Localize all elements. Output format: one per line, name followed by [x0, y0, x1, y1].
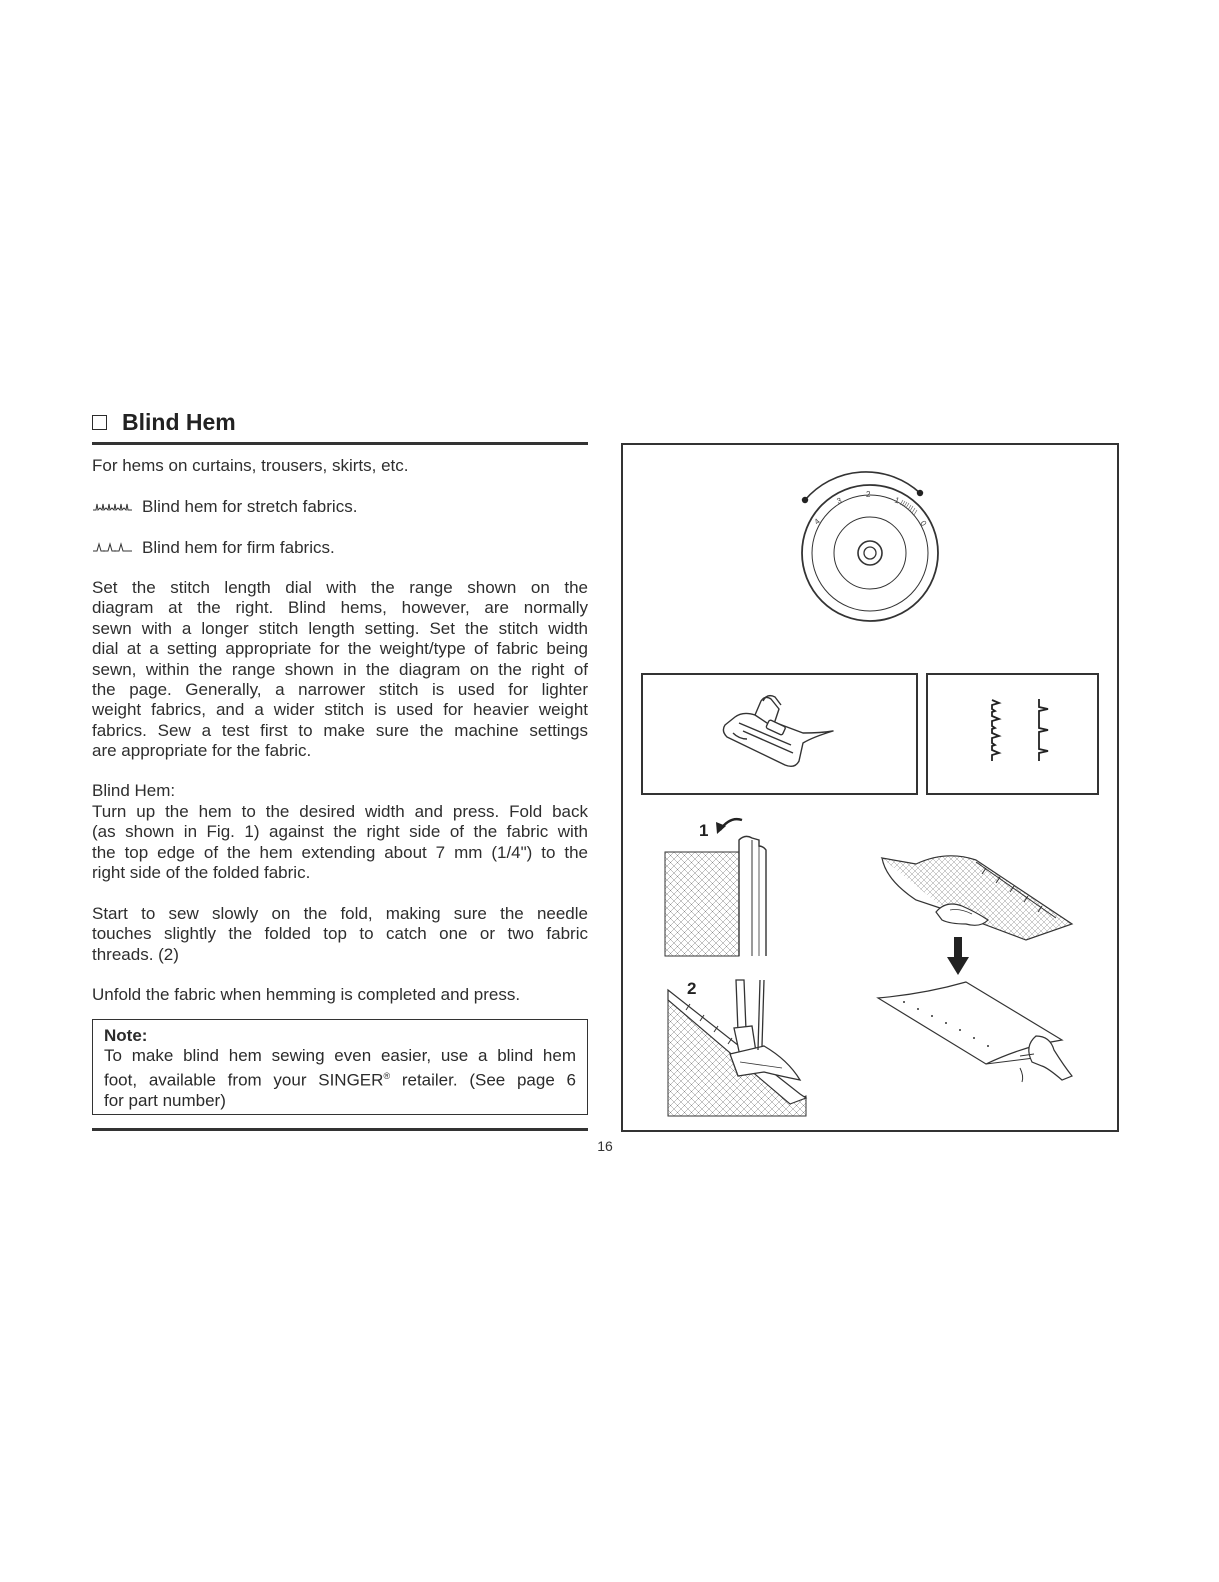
dial-number: 3	[835, 495, 843, 506]
paragraph-line: are appropriate for the fabric.	[92, 741, 312, 761]
down-arrow-icon	[945, 937, 971, 977]
paragraph-line: touches slightly the folded top to catch one or two fabric	[92, 924, 588, 944]
stretch-blind-hem-stitch-icon	[92, 500, 134, 514]
stitch-settings-paragraph	[92, 578, 588, 762]
figure-2-label: 2	[687, 979, 697, 998]
sewing-blind-hem-illustration	[660, 976, 810, 1118]
note-line	[104, 1066, 576, 1091]
note-title: Note:	[104, 1026, 148, 1045]
page-title: Blind Hem	[122, 408, 236, 435]
sewing-instructions-paragraph	[92, 904, 588, 965]
intro-text: For hems on curtains, trousers, skirts, etc.	[92, 456, 409, 475]
paragraph-line: Start to sew slowly on the fold, making sure the needle	[92, 904, 588, 923]
note-text: foot, available from your SINGER	[104, 1071, 384, 1091]
note-box	[92, 1019, 588, 1115]
note-line: To make blind hem sewing even easier, use a blind hem	[104, 1046, 576, 1065]
dial-number: 0	[918, 518, 929, 528]
page-number: 16	[597, 1138, 613, 1154]
paragraph-line: fabrics. Sew a test first to make sure the machine settings	[92, 720, 588, 740]
stitch-length-dial-illustration	[790, 470, 960, 630]
paragraph-line: weight fabrics, and a wider stitch is used for heavier weight	[92, 700, 588, 720]
note-body	[104, 1046, 576, 1112]
unfolded-hem-illustration	[874, 976, 1084, 1086]
paragraph-line: diagram at the right. Blind hems, however, are normally	[92, 598, 588, 618]
blind-hem-subheading: Blind Hem:	[92, 781, 176, 800]
stitch-pattern-panel	[926, 673, 1099, 795]
presser-foot-panel	[641, 673, 918, 795]
stretch-stitch-line	[92, 497, 588, 517]
paragraph-line: Turn up the hem to the desired width and press. Fold back	[92, 802, 588, 821]
paragraph-line: the top edge of the hem extending about 7 mm (1/4") to the	[92, 842, 588, 862]
paragraph-line: dial at a setting appropriate for the weight/type of fabric being	[92, 639, 588, 659]
registered-mark: ®	[383, 1071, 391, 1082]
folded-hem-illustration	[660, 810, 790, 960]
paragraph-line: sewn, within the range shown in the diagram on the right of	[92, 659, 588, 679]
fold-instructions-paragraph	[92, 802, 588, 884]
paragraph-line: right side of the folded fabric.	[92, 863, 311, 883]
dial-number: 2	[866, 490, 871, 499]
blind-hem-stitch-patterns-icon	[928, 675, 1097, 793]
figure-1-label: 1	[699, 821, 709, 840]
paragraph-line: threads. (2)	[92, 944, 179, 964]
firm-stitch-line	[92, 538, 588, 558]
hand-folding-fabric-illustration	[876, 850, 1076, 950]
firm-blind-hem-stitch-icon	[92, 541, 134, 555]
checkbox-square-icon	[92, 415, 107, 430]
paragraph-line: the page. Generally, a narrower stitch is used for lighter	[92, 680, 588, 700]
note-line: for part number)	[104, 1091, 226, 1111]
dial-number: 4	[812, 516, 822, 527]
page-title-row	[92, 406, 592, 438]
note-text: retailer. (See page 6	[390, 1071, 577, 1091]
title-divider	[92, 442, 588, 445]
unfold-instructions: Unfold the fabric when hemming is completed and press.	[92, 985, 521, 1004]
stretch-stitch-label: Blind hem for stretch fabrics.	[142, 497, 358, 516]
paragraph-line: sewn with a longer stitch length setting. Set the stitch width	[92, 618, 588, 638]
paragraph-line: (as shown in Fig. 1) against the right side of the fabric with	[92, 822, 588, 842]
paragraph-line: Set the stitch length dial with the range shown on the	[92, 578, 588, 597]
firm-stitch-label: Blind hem for firm fabrics.	[142, 538, 335, 557]
bottom-divider	[92, 1128, 588, 1131]
presser-foot-icon	[643, 675, 916, 793]
dial-number: 1	[893, 495, 901, 506]
